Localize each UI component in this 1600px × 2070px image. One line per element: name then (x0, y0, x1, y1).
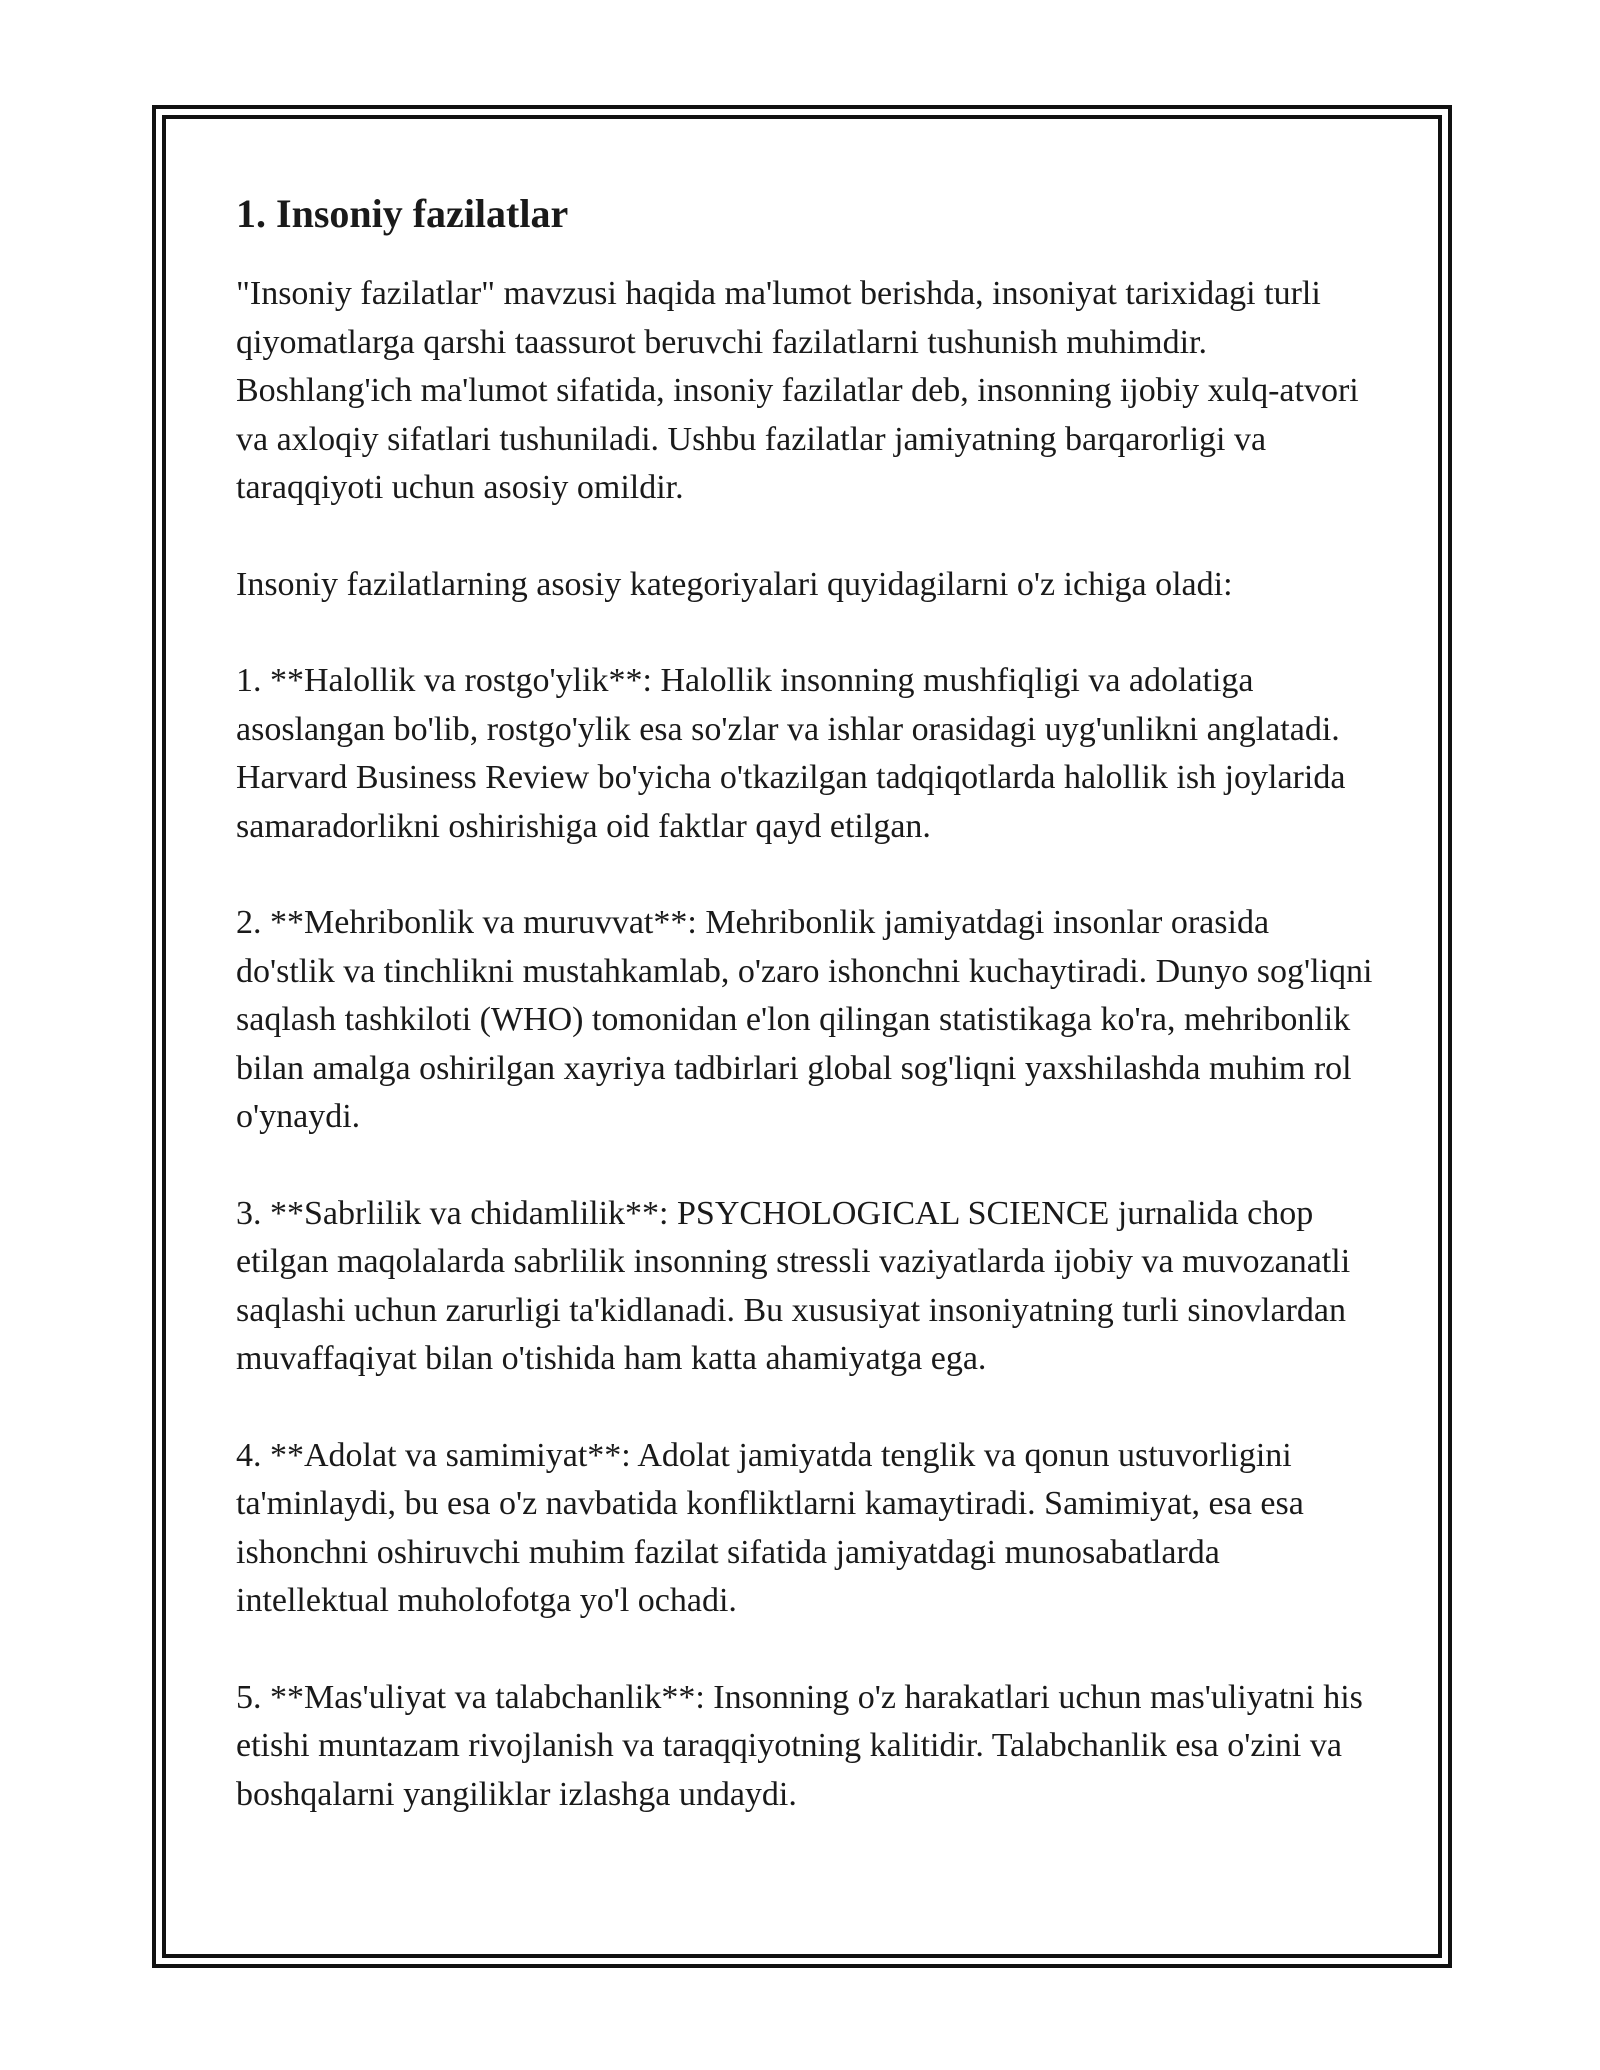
list-item-sabrlilik: 3. **Sabrlilik va chidamlilik**: PSYCHOLOGICAL SCIENCE jurnalida chop etilgan maqolalarda sabrlilik insonning stressli vaziyatlarda ijobiy va muvozanatli saqlashi uchun zarurligi ta'kidlanadi. Bu xususiyat insoniyatning turli sinovlardan muvaffaqiyat bilan o'tishida ham katta ahamiyatga ega. (236, 1194, 1351, 1377)
document-body (236, 186, 1376, 1867)
list-item-halollik: 1. **Halollik va rostgo'ylik**: Halollik insonning mushfiqligi va adolatiga asoslangan bo'lib, rostgo'ylik esa so'zlar va ishlar orasidagi uyg'unlikni anglatadi. Harvard Business Review bo'yicha o'tkazilgan tadqiqotlarda halollik ish joylarida samaradorlikni oshirishiga oid faktlar qayd etilgan. (236, 662, 1346, 845)
list-item-adolat: 4. **Adolat va samimiyat**: Adolat jamiyatda tenglik va qonun ustuvorligini ta'minlaydi, bu esa o'z navbatida konfliktlarni kamaytiradi. Samimiyat, esa esa ishonchni oshiruvchi muhim fazilat sifatida jamiyatdagi munosabatlarda intellektual muholofotga yo'l ochadi. (236, 1436, 1304, 1619)
list-item-mehribonlik: 2. **Mehribonlik va muruvvat**: Mehribonlik jamiyatdagi insonlar orasida do'stlik va tinchlikni mustahkamlab, o'zaro ishonchni kuchaytiradi. Dunyo sog'liqni saqlash tashkiloti (WHO) tomonidan e'lon qilingan statistikaga ko'ra, mehribonlik bilan amalga oshirilgan xayriya tadbirlari global sog'liqni yaxshilashda muhim rol o'ynaydi. (236, 904, 1373, 1135)
categories-intro-paragraph: Insoniy fazilatlarning asosiy kategoriyalari quyidagilarni o'z ichiga oladi: (236, 565, 1233, 603)
list-item-masuliyat: 5. **Mas'uliyat va talabchanlik**: Insonning o'z harakatlari uchun mas'uliyatni his etishi muntazam rivojlanish va taraqqiyotning kalitidir. Talabchanlik esa o'zini va boshqalarni yangiliklar izlashga undaydi. (236, 1678, 1363, 1813)
section-heading: 1. Insoniy fazilatlar (236, 191, 569, 236)
intro-paragraph: "Insoniy fazilatlar" mavzusi haqida ma'lumot berishda, insoniyat tarixidagi turli qiyomatlarga qarshi taassurot beruvchi fazilatlarni tushunish muhimdir. Boshlang'ich ma'lumot sifatida, insoniy fazilatlar deb, insonning ijobiy xulq-atvori va axloqiy sifatlari tushuniladi. Ushbu fazilatlar jamiyatning barqarorligi va taraqqiyoti uchun asosiy omildir. (236, 275, 1359, 506)
